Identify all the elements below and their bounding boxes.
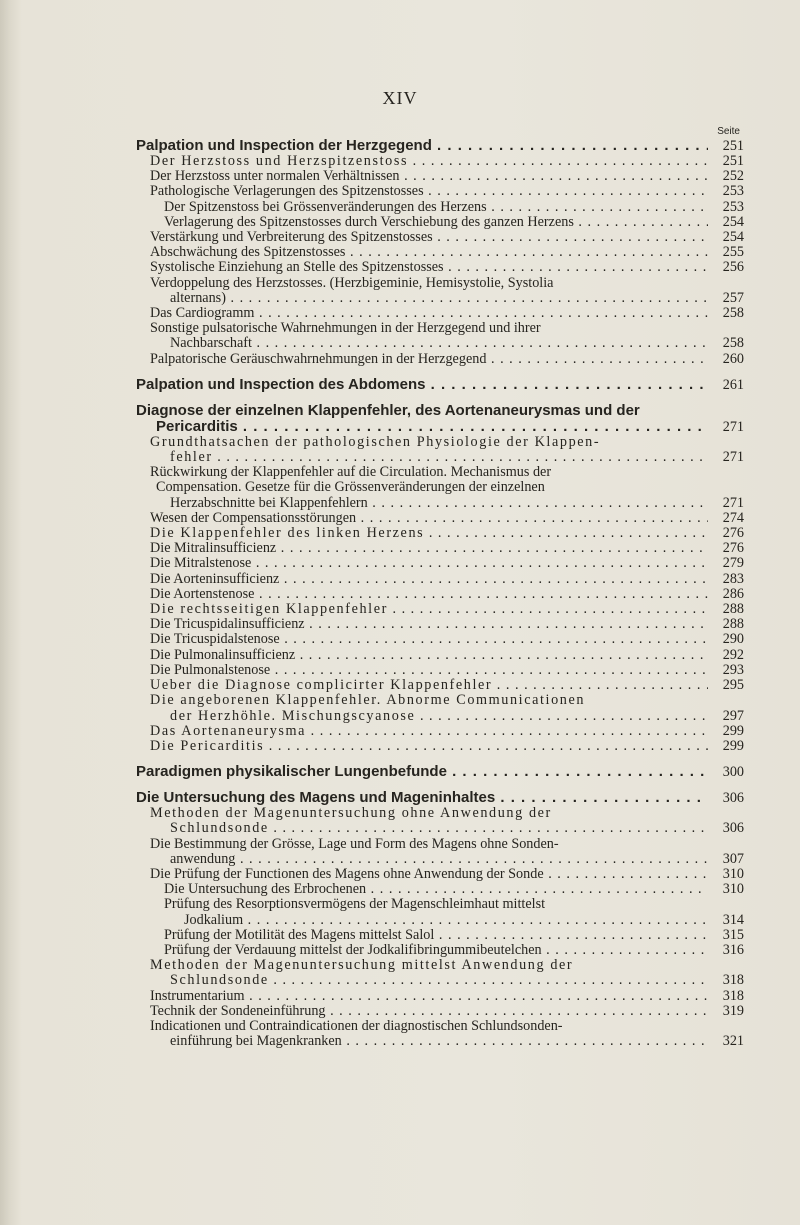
- toc-entry-text: Die Untersuchung des Erbrochenen . . .: [164, 882, 708, 897]
- toc-entry-text: Verstärkung und Verbreiterung des Spitzenstosses . . .: [150, 230, 708, 245]
- toc-entry-text: fehler . . .: [170, 450, 708, 465]
- toc-page-number: 319: [722, 1002, 744, 1019]
- toc-entry-text: Die Untersuchung des Magens und Mageninhaltes . . .: [136, 790, 708, 806]
- toc-page-number: 271: [722, 418, 744, 435]
- toc-page-number: 254: [722, 229, 744, 246]
- toc-entry: [136, 352, 744, 367]
- toc-entry: [136, 306, 744, 321]
- toc-entry-text: Verdoppelung des Herzstosses. (Herzbigeminie, Hemisystolie, Systolia: [150, 274, 554, 291]
- toc-entry: [136, 663, 744, 678]
- toc-entry: [136, 465, 744, 511]
- toc-entry: [136, 587, 744, 602]
- toc-entry-text: Systolische Einziehung an Stelle des Spitzenstosses . . .: [150, 260, 708, 275]
- toc-entry-text: Nachbarschaft . . .: [170, 336, 708, 351]
- toc-entry-text: Der Herzstoss unter normalen Verhältnissen . . .: [150, 169, 708, 184]
- toc-heading: [136, 403, 744, 435]
- toc-entry: [136, 169, 744, 184]
- section-gap: [136, 780, 744, 790]
- toc-entry-text: Die Tricuspidalstenose . . .: [150, 632, 708, 647]
- toc-page-number: 321: [722, 1033, 744, 1050]
- toc-entry-text: Die Pulmonalinsufficienz . . .: [150, 648, 708, 663]
- toc-page-number: 256: [722, 259, 744, 276]
- toc-page-number: 318: [722, 987, 744, 1004]
- toc-entry: [136, 632, 744, 647]
- toc-page-number: 314: [722, 911, 744, 928]
- toc-entry: [136, 648, 744, 663]
- toc-entry-text: Sonstige pulsatorische Wahrnehmungen in der Herzgegend und ihrer: [150, 320, 541, 337]
- toc-page-number: 258: [722, 305, 744, 322]
- toc-page-number: 310: [722, 865, 744, 882]
- toc-page-number: 255: [722, 244, 744, 261]
- toc-page-number: 279: [722, 555, 744, 572]
- toc-entry: [136, 958, 744, 988]
- toc-entry-text: Die rechtsseitigen Klappenfehler . . .: [150, 602, 708, 617]
- toc-entry-text: Die Mitralinsufficienz . . .: [150, 541, 708, 556]
- toc-entry: [136, 867, 744, 882]
- toc-page-number: 260: [722, 350, 744, 367]
- toc-entry: [136, 943, 744, 958]
- toc-entry-text: Schlundsonde . . .: [170, 973, 708, 988]
- toc-entry: [136, 184, 744, 199]
- toc-entry: [136, 837, 744, 867]
- toc-entry: [136, 739, 744, 754]
- toc-entry: [136, 541, 744, 556]
- toc-entry-text: Schlundsonde . . .: [170, 821, 708, 836]
- toc-heading: [136, 790, 744, 806]
- toc-page-number: 276: [722, 525, 744, 542]
- toc-entry-text: Die Aortenstenose . . .: [150, 587, 708, 602]
- toc-entry-text: Das Cardiogramm . . .: [150, 306, 708, 321]
- toc-entry-text: Pathologische Verlagerungen des Spitzenstosses . . .: [150, 184, 708, 199]
- toc-page-number: 271: [722, 449, 744, 466]
- toc-entry-text: Compensation. Gesetze für die Grössenveränderungen der einzelnen: [156, 479, 545, 496]
- toc-entry: [136, 260, 744, 275]
- toc-page-number: 288: [722, 616, 744, 633]
- toc-entry-text: der Herzhöhle. Mischungscyanose . . .: [170, 709, 708, 724]
- toc-page-number: 252: [722, 168, 744, 185]
- toc-entry: [136, 617, 744, 632]
- toc-page-number: 251: [722, 153, 744, 169]
- toc-entry: [136, 928, 744, 943]
- toc-entry-text: Die Bestimmung der Grösse, Lage und Form des Magens ohne Sonden-: [150, 835, 559, 852]
- toc-heading: [136, 377, 744, 393]
- toc-heading: [136, 764, 744, 780]
- toc-entry-text: Methoden der Magenuntersuchung mittelst Anwendung der: [150, 957, 574, 974]
- toc-page-number: 292: [722, 646, 744, 663]
- toc-entry: [136, 154, 744, 169]
- toc-page-number: 306: [722, 790, 744, 807]
- toc-entry: [136, 511, 744, 526]
- toc-page-number: 258: [722, 335, 744, 352]
- toc-entry: [136, 989, 744, 1004]
- toc-entry-text: alternans) . . .: [170, 291, 708, 306]
- toc-page-number: 306: [722, 820, 744, 837]
- toc-entry: [136, 806, 744, 836]
- toc-page-number: 318: [722, 972, 744, 989]
- toc-entry: [136, 276, 744, 306]
- toc-page-number: 307: [722, 850, 744, 867]
- toc-page-number: 295: [722, 677, 744, 694]
- toc-entry-text: anwendung . . .: [170, 852, 708, 867]
- toc-page-number: 254: [722, 213, 744, 230]
- toc-page-number: 299: [722, 722, 744, 739]
- toc-page-number: 253: [722, 183, 744, 200]
- section-gap: [136, 367, 744, 377]
- toc-page-number: 315: [722, 926, 744, 943]
- toc-entry-text: Die Pericarditis . . .: [150, 739, 708, 754]
- toc-page-number: 274: [722, 509, 744, 526]
- toc-entry-text: Indicationen und Contraindicationen der diagnostischen Schlundsonden-: [150, 1017, 563, 1034]
- seite-label: Seite: [717, 126, 740, 137]
- toc-entry: [136, 556, 744, 571]
- toc-entry: [136, 678, 744, 693]
- toc-entry-text: Das Aortenaneurysma . . .: [150, 724, 708, 739]
- toc-page-number: 251: [722, 138, 744, 154]
- toc-entry-text: Die Prüfung der Functionen des Magens ohne Anwendung der Sonde . . .: [150, 867, 708, 882]
- toc-entry-text: Ueber die Diagnose complicirter Klappenfehler . . .: [150, 678, 708, 693]
- toc-entry: [136, 1004, 744, 1019]
- toc-entry: [136, 321, 744, 351]
- toc-entry-text: Die Klappenfehler des linken Herzens . . .: [150, 526, 708, 541]
- toc-entry-text: Palpatorische Geräuschwahrnehmungen in der Herzgegend . . .: [150, 352, 708, 367]
- toc-entry-text: Grundthatsachen der pathologischen Physiologie der Klappen-: [150, 433, 601, 450]
- toc-entry-text: Der Spitzenstoss bei Grössenveränderungen des Herzens . . .: [164, 200, 708, 215]
- toc-entry-text: Rückwirkung der Klappenfehler auf die Circulation. Mechanismus der: [150, 464, 552, 481]
- toc-page-number: 257: [722, 289, 744, 306]
- page-number: XIV: [382, 88, 418, 108]
- toc-page-number: 253: [722, 198, 744, 215]
- toc-entry-text: Herzabschnitte bei Klappenfehlern . . .: [170, 496, 708, 511]
- table-of-contents: [136, 126, 744, 1049]
- toc-entry-text: Instrumentarium . . .: [150, 989, 708, 1004]
- toc-entry: [136, 572, 744, 587]
- toc-entry-text: einführung bei Magenkranken . . .: [170, 1034, 708, 1049]
- toc-entry-text: Technik der Sondeneinführung . . .: [150, 1004, 708, 1019]
- toc-entry-text: Jodkalium . . .: [184, 913, 708, 928]
- toc-entry-text: Paradigmen physikalischer Lungenbefunde . . .: [136, 764, 708, 780]
- toc-page-number: 300: [722, 764, 744, 781]
- toc-page-number: 271: [722, 494, 744, 511]
- toc-page-number: 297: [722, 707, 744, 724]
- toc-entry-text: Prüfung des Resorptionsvermögens der Magenschleimhaut mittelst: [164, 896, 546, 913]
- toc-entry-text: Prüfung der Verdauung mittelst der Jodkalifibringummibeutelchen . . .: [164, 943, 708, 958]
- toc-entry-text: Pericarditis . . .: [156, 419, 708, 435]
- toc-entry-text: Palpation und Inspection des Abdomens . . .: [136, 377, 708, 393]
- toc-entry-text: Die angeborenen Klappenfehler. Abnorme Communicationen: [150, 692, 586, 709]
- toc-entry-text: Abschwächung des Spitzenstosses . . .: [150, 245, 708, 260]
- toc-entry: [136, 1019, 744, 1049]
- toc-entry-text: Die Aorteninsufficienz . . .: [150, 572, 708, 587]
- toc-heading: [136, 138, 744, 154]
- toc-entry: [136, 245, 744, 260]
- toc-entry-text: Die Tricuspidalinsufficienz . . .: [150, 617, 708, 632]
- toc-page-number: 299: [722, 737, 744, 754]
- toc-entry-text: Wesen der Compensationsstörungen . . .: [150, 511, 708, 526]
- toc-entry-text: Prüfung der Motilität des Magens mittelst Salol . . .: [164, 928, 708, 943]
- toc-entry-text: Palpation und Inspection der Herzgegend . . .: [136, 138, 708, 154]
- toc-page-number: 261: [722, 376, 744, 393]
- toc-entry: [136, 435, 744, 465]
- toc-page-number: 276: [722, 540, 744, 557]
- toc-page-number: 286: [722, 585, 744, 602]
- toc-entry: [136, 526, 744, 541]
- toc-page-number: 290: [722, 631, 744, 648]
- toc-entry: [136, 215, 744, 230]
- toc-entry-text: Diagnose der einzelnen Klappenfehler, des Aortenaneurysmas und der: [136, 401, 640, 419]
- toc-entry: [136, 897, 744, 927]
- toc-entry: [136, 724, 744, 739]
- toc-page-number: 293: [722, 661, 744, 678]
- toc-entry-text: Die Pulmonalstenose . . .: [150, 663, 708, 678]
- toc-page-number: 288: [722, 601, 744, 618]
- toc-entry: [136, 602, 744, 617]
- toc-entry-text: Methoden der Magenuntersuchung ohne Anwendung der: [150, 805, 552, 822]
- toc-entry-text: Der Herzstoss und Herzspitzenstoss . . .: [150, 154, 708, 169]
- toc-entry: [136, 882, 744, 897]
- toc-page-number: 316: [722, 941, 744, 958]
- toc-entry: [136, 200, 744, 215]
- toc-page-number: 310: [722, 881, 744, 898]
- toc-entry-text: Die Mitralstenose . . .: [150, 556, 708, 571]
- toc-page-number: 283: [722, 570, 744, 587]
- toc-entry: [136, 693, 744, 723]
- toc-entry-text: Verlagerung des Spitzenstosses durch Verschiebung des ganzen Herzens . . .: [164, 215, 708, 230]
- section-gap: [136, 754, 744, 764]
- toc-entry: [136, 230, 744, 245]
